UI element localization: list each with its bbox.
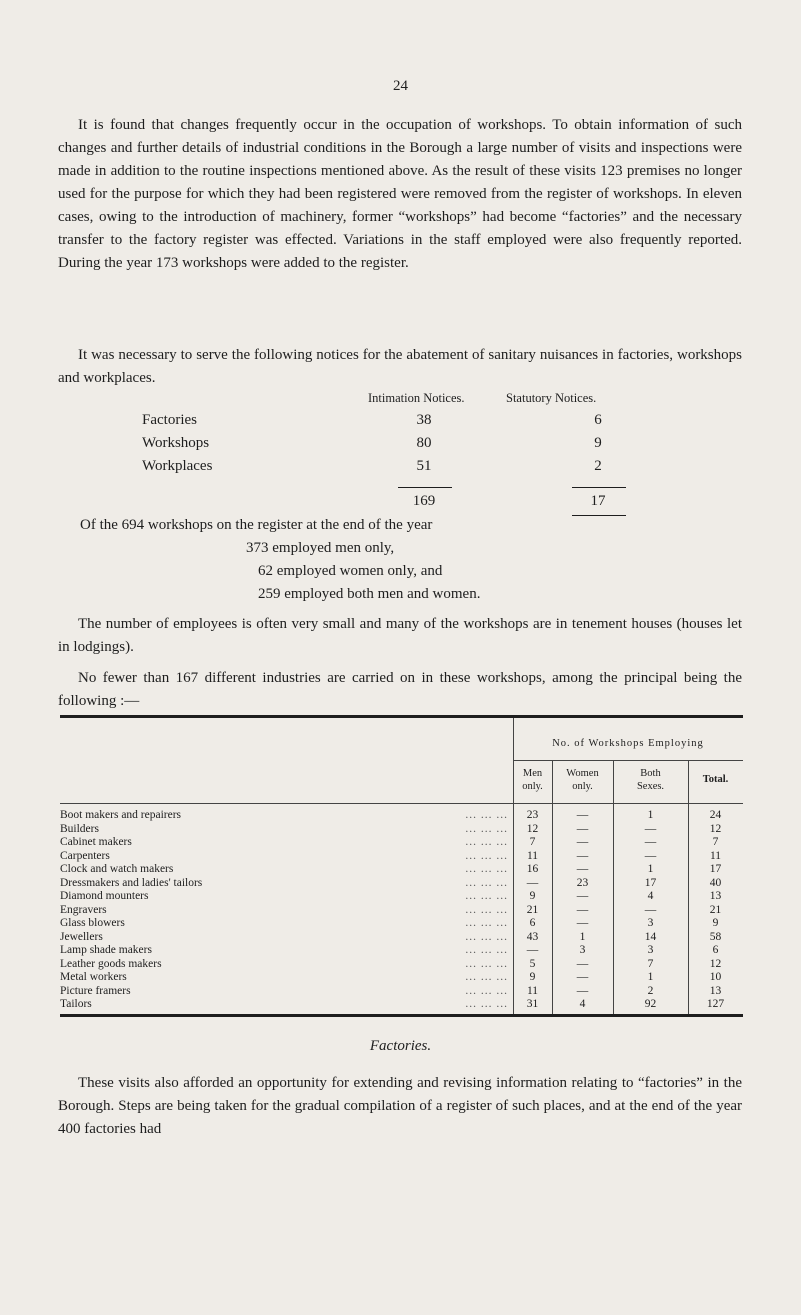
industry-cell-men: 6 [529,917,536,929]
industry-cell-women: — [576,849,589,862]
industry-cell-men: 9 [529,890,536,902]
paragraph-factories-text: These visits also afforded an opportunity for extending and revising information relating to “factories” in the Borough. Steps are being taken for the gradual compilation of a register of such places, and at the end of the year 400 factories had [58,1075,742,1137]
col-header-both-line2: Sexes. [636,781,665,792]
industry-cell-both: 1 [647,809,654,821]
industry-cell-total: 13 [709,984,722,997]
workshops-summary-line: 62 employed women only, and [258,563,443,579]
industry-cell-total: 12 [709,822,722,835]
notices-total-intimation: 169 [412,493,436,509]
industry-cell-total: 7 [712,836,719,848]
industry-cell-men: 11 [526,849,539,862]
industry-name: Dressmakers and ladies' tailors [60,876,203,889]
col-header-women-line2: only. [572,781,593,792]
industry-cell-women: 3 [579,944,586,956]
industry-cell-women: — [576,903,589,916]
industry-cell-total: 6 [712,944,719,956]
industry-cell-men: 11 [526,984,539,997]
notices-row-label: Workplaces [142,458,213,474]
notices-row-statutory: 2 [594,458,602,474]
industry-cell-men: 12 [526,822,539,835]
paragraph-notices-intro [58,344,742,390]
workshops-summary-line: 259 employed both men and women. [258,586,481,602]
col-header-both [613,767,688,793]
notices-total-rule [572,515,626,516]
leader-dots: ... ... ... [465,917,508,929]
leader-dots: ... ... ... [465,863,508,875]
industry-cell-both: 92 [644,998,657,1010]
col-header-men-line1: Men [522,768,543,779]
industry-cell-men: 16 [526,863,539,875]
notices-total-statutory: 17 [590,493,606,509]
leader-dots: ... ... ... [465,809,508,821]
industry-cell-both: 4 [647,890,654,902]
industry-name: Picture framers [60,984,131,997]
table-bottom-rule [60,1014,743,1017]
industry-cell-total: 24 [709,809,722,821]
leader-dots: ... ... ... [465,822,508,835]
notices-row-intimation: 38 [416,412,432,428]
industry-cell-women: — [576,890,589,902]
industry-cell-total: 40 [709,876,722,889]
industry-name: Engravers [60,903,107,916]
col-header-women-line1: Women [566,768,599,779]
industry-name: Carpenters [60,849,110,862]
industry-name: Boot makers and repairers [60,809,182,821]
industry-cell-total: 10 [709,971,722,983]
industry-cell-both: — [644,822,657,835]
industry-cell-total: 11 [709,849,722,862]
industry-cell-women: — [576,836,589,848]
industry-cell-men: — [526,944,539,956]
industry-name: Diamond mounters [60,890,149,902]
industry-cell-women: 4 [579,998,586,1010]
notices-row-intimation: 80 [416,435,432,451]
industry-cell-both: 3 [647,917,654,929]
industry-cell-both: 3 [647,944,654,956]
leader-dots: ... ... ... [465,930,508,943]
industry-cell-total: 21 [709,903,722,916]
industry-cell-men: — [526,876,539,889]
industry-cell-both: — [644,849,657,862]
industry-cell-both: 17 [644,876,657,889]
industry-cell-total: 58 [709,930,722,943]
industry-name: Clock and watch makers [60,863,174,875]
col-header-both-line1: Both [640,768,661,779]
leader-dots: ... ... ... [465,903,508,916]
notices-sum-rule [398,487,452,488]
industry-cell-both: 7 [647,957,654,970]
section-heading-factories: Factories. [369,1038,432,1054]
industry-cell-women: — [576,957,589,970]
leader-dots: ... ... ... [465,836,508,848]
industry-cell-women: — [576,809,589,821]
industry-cell-both: 1 [647,863,654,875]
industry-cell-men: 5 [529,957,536,970]
industry-cell-women: 1 [579,930,586,943]
leader-dots: ... ... ... [465,957,508,970]
industry-cell-women: — [576,822,589,835]
leader-dots: ... ... ... [465,849,508,862]
industry-cell-women: — [576,984,589,997]
industry-cell-men: 43 [526,930,539,943]
industry-cell-women: — [576,971,589,983]
industry-cell-both: 14 [644,930,657,943]
industry-name: Cabinet makers [60,836,132,848]
industry-name: Metal workers [60,971,127,983]
col-header-total: Total. [702,774,729,785]
industry-cell-men: 31 [526,998,539,1010]
industry-cell-women: — [576,917,589,929]
leader-dots: ... ... ... [465,890,508,902]
industry-name: Builders [60,822,99,835]
industry-cell-women: — [576,863,589,875]
paragraph-workshop-changes [58,114,742,275]
industry-name: Jewellers [60,930,103,943]
leader-dots: ... ... ... [465,971,508,983]
table-group-rule [513,760,743,761]
leader-dots: ... ... ... [465,876,508,889]
notices-header-intimation: Intimation Notices. [368,391,465,405]
notices-sum-rule [572,487,626,488]
notices-row-statutory: 9 [594,435,602,451]
industry-cell-men: 21 [526,903,539,916]
industry-name: Tailors [60,998,92,1010]
paragraph-employees [58,613,742,659]
notices-row-label: Factories [142,412,197,428]
notices-row-statutory: 6 [594,412,602,428]
table-group-header: No. of Workshops Employing [552,738,704,749]
industry-cell-men: 7 [529,836,536,848]
industry-cell-total: 127 [706,998,725,1010]
paragraph-notices-intro-text: It was necessary to serve the following notices for the abatement of sanitary nuisances in factories, workshops and workplaces. [58,347,742,386]
industry-cell-men: 9 [529,971,536,983]
paragraph-industries [58,667,742,713]
industry-cell-total: 13 [709,890,722,902]
notices-header-statutory: Statutory Notices. [506,391,597,405]
industry-cell-both: 1 [647,971,654,983]
leader-dots: ... ... ... [465,944,508,956]
paragraph-factories [58,1072,742,1141]
industry-cell-both: — [644,903,657,916]
paragraph-industries-text: No fewer than 167 different industries are carried on in these workshops, among the principal being the following :— [58,670,742,709]
industry-cell-women: 23 [576,876,589,889]
col-header-men [513,767,552,793]
notices-row-label: Workshops [142,435,210,451]
notices-row-intimation: 51 [416,458,432,474]
industry-cell-total: 9 [712,917,719,929]
table-top-rule [60,715,743,718]
industry-cell-both: — [644,836,657,848]
industry-name: Leather goods makers [60,957,162,970]
paragraph-workshop-changes-text: It is found that changes frequently occur in the occupation of workshops. To obtain information of such changes and further details of industrial conditions in the Borough a large number of visits and inspections were made in addition to the routine inspections mentioned above. As the result of these visits 123 premises no longer used for the purpose for which they had been registered were removed from the register of workshops. In eleven cases, owing to the introduction of machinery, former “workshops” had become “factories” and the necessary transfer to the factory register was effected. Variations in the staff employed were also frequently reported. During the year 173 workshops were added to the register. [58,117,742,271]
col-header-men-line2: only. [522,781,543,792]
industry-cell-men: 23 [526,809,539,821]
paragraph-employees-text: The number of employees is often very small and many of the workshops are in tenement houses (houses let in lodgings). [58,616,742,655]
table-header-rule [60,803,743,804]
page-number: 24 [393,78,408,94]
industry-cell-total: 17 [709,863,722,875]
leader-dots: ... ... ... [465,984,508,997]
workshops-summary-line: 373 employed men only, [246,540,395,556]
col-header-women [552,767,613,793]
industry-cell-both: 2 [647,984,654,997]
industry-name: Lamp shade makers [60,944,152,956]
industry-name: Glass blowers [60,917,125,929]
leader-dots: ... ... ... [465,998,508,1010]
industry-cell-total: 12 [709,957,722,970]
workshops-summary-intro: Of the 694 workshops on the register at the end of the year [80,517,433,533]
